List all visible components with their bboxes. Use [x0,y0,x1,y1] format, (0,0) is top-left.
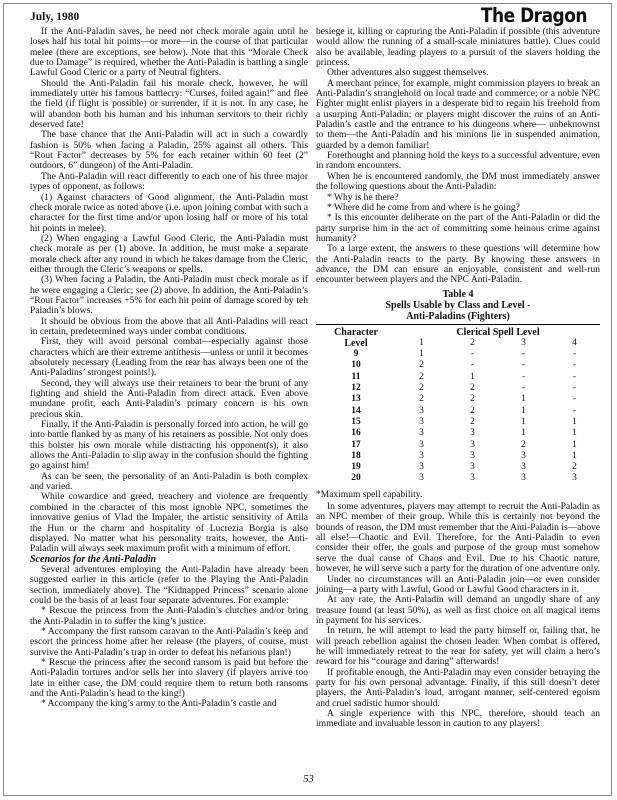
right-column [316,27,600,730]
paragraph: If the Anti-Paladin saves, he need not check morale again until he loses half his total hit points—or more—in the course of that particular melee (there are exceptions, see below). Note that this “Morale Check due to Damage” is required, whether the Anti-Paladin is battling a single Lawful Good Cleric or a party of Neutral fighters. [30,26,308,79]
character-level: 10 [351,360,361,371]
spell-count-cell: 1 [470,371,475,382]
right-column-bottom-text [316,502,600,730]
table-row [316,473,600,484]
spell-count-cell: - [572,360,577,371]
character-level: 16 [351,428,361,439]
spell-count-cell: - [470,349,475,360]
paragraph: First, they will avoid personal combat—especially against those characters which are their extreme antithesis—unless or until it becomes absolutely necessary (Leading from the rear has always been one of the Anti-Paladins’ strongest points!). [30,336,308,379]
paragraph: Forethought and planning hold the keys to a successful adventure, even in random encounters. [316,150,600,172]
paragraph: A single experience with this NPC, therefore, should teach an immediate and invaluable lesson in caution to any players! [316,707,600,730]
spell-count-cell: 3 [419,416,424,427]
table-title-line-1: Spells Usable by Class and Level - [385,299,531,311]
right-column-top-text [316,27,600,286]
page-number: 53 [303,774,314,785]
paragraph: (1) Against characters of Good alignment, the Anti-Paladin must check morale twice as noted above (i.e. upon joining combat with such a character for the first time and/or upon losing half or more of his total hit points in melee). [30,191,308,234]
table-row [316,406,600,417]
spell-count-cell: 1 [572,450,577,461]
paragraph: Finally, if the Anti-Paladin is personally forced into action, he will go into battle flanked by as many of his retainers as possible. Not only does this bolster his own morale while distracting his opponent(s), it also allows the Anti-Paladin to slip away in the confusion should the fighting go against him! [30,419,308,472]
paragraph: It should be obvious from the above that all Anti-Paladins will react in certain, predetermined ways under combat conditions. [30,315,308,337]
spell-count-cell: - [521,360,526,371]
spell-count-cell: - [470,360,475,371]
table-row [316,360,600,371]
paragraph: * Why is he there? [327,191,399,203]
spell-count-cell: - [521,349,526,360]
magazine-logo: The Dragon [480,4,587,28]
spell-count-cell: 2 [521,439,526,450]
character-level: 11 [351,371,361,382]
spell-count-cell: 1 [419,349,424,360]
paragraph: Second, they will always use their retainers to bear the brunt of any fighting and shield the Anti-Paladin from direct attack. Even above mundane profit, each Anti-Paladin’s primary concern is his own precious skin. [30,377,308,420]
header-level: Level [344,337,368,349]
table-footnote: *Maximum spell capability. [316,489,423,500]
spell-count-cell: 1 [572,416,577,427]
spell-count-cell: 2 [470,383,475,394]
character-level: 17 [351,439,361,450]
spell-count-cell: 3 [419,439,424,450]
spell-count-cell: - [572,394,577,405]
header-clerical-spell-level: Clerical Spell Level [456,326,540,338]
spell-count-cell: 3 [572,473,577,484]
header-spell-level-3: 3 [521,337,526,348]
table-number: Table 4 [442,288,474,300]
header-character: Character [334,326,378,338]
table-row [316,440,600,451]
paragraph: When he is encountered randomly, the DM must immediately answer the following questions about the Anti-Paladin: [316,170,600,193]
spell-count-cell: - [572,349,577,360]
spell-count-cell: 2 [470,394,475,405]
paragraph: Several adventures employing the Anti-Paladin have already been suggested earlier in this article (refer to the Playing the Anti-Paladin section, immediately above). The “Kidnapped Princess” scenario alone could be the basis of at least four separate adventures. For example: [30,563,308,606]
paragraph: * Rescue the princess after the second ransom is paid but before the Anti-Paladin tortures and/or sells her into slavery (if players arrive too late in either case, the DM could require them to return both ransoms and the Anti-Paladin’s head to the king!) [30,656,308,699]
left-column [30,27,308,710]
spell-count-cell: 2 [419,371,424,382]
paragraph: * Accompany the king’s army to the Anti-Paladin’s castle and [41,698,277,710]
spell-count-cell: 3 [521,450,526,461]
paragraph: As can be seen, the personality of an Anti-Paladin is both complex and varied. [30,470,308,493]
spell-count-cell: 2 [419,360,424,371]
spell-count-cell: - [572,371,577,382]
paragraph: * Where did he come from and where is he going? [327,201,520,213]
paragraph: The Anti-Paladin will react differently to each one of his three major types of opponent, as follows: [30,170,308,193]
paragraph: Should the Anti-Paladin fail his morale check, however, he will immediately utter his famous battlecry: “Curses, foiled again!” and flee the field (if flight is possible) or surrender, if it is not. In any case, he will abandon both his human and his inhuman servitors to their richly deserved fate! [30,77,308,131]
character-level: 18 [351,450,361,461]
paragraph: At any rate, the Anti-Paladin will demand an ungodly share of any treasure found (at least 50%), as well as first choice on all magical items in payment for his services. [316,594,600,626]
header-spell-level-4: 4 [572,337,577,348]
spell-count-cell: 3 [419,428,424,439]
section-heading: Scenarios for the Anti-Paladin [30,553,157,565]
paragraph: The base chance that the Anti-Paladin will act in such a cowardly fashion is 50% when facing a Paladin, 25% against all others. This “Rout Factor” decreases by 5% for each retainer within 60 feet (2” outdoors, 6” dungeon) of the Anti-Paladin. [30,129,308,172]
spell-count-cell: 1 [521,428,526,439]
paragraph: besiege it, killing or capturing the Anti-Paladin if possible (this adventure would allow the running of a small-scale miniatures battle). Clues could also be available, leading players to a pursuit of the slavers holding the princess. [316,26,600,69]
table-row [316,349,600,360]
spell-count-cell: - [521,383,526,394]
spell-count-cell: 3 [470,428,475,439]
spell-count-cell: 3 [470,439,475,450]
spell-count-cell: 1 [572,428,577,439]
spell-count-cell: 3 [419,405,424,416]
character-level: 12 [351,383,361,394]
table-row [316,417,600,428]
spell-count-cell: 3 [521,473,526,484]
table-row [316,462,600,473]
table-title-line-2: Anti-Paladins (Fighters) [406,310,510,322]
spell-table-grid [316,327,600,485]
spell-count-cell: 3 [521,462,526,473]
paragraph: * Is this encounter deliberate on the part of the Anti-Paladin or did the party surprise him in the act of committing some heinous crime against humanity? [316,212,600,244]
spell-count-cell: 2 [419,383,424,394]
paragraph: Under no circumstances will an Anti-Paladin join—or even consider joining—a party with Lawful, Good or Lawful Good characters in it. [316,573,600,595]
spell-count-cell: 3 [470,462,475,473]
spell-count-cell: 1 [521,416,526,427]
table-row [316,394,600,405]
paragraph: A merchant prince, for example, might commission players to break an Anti-Paladin’s stranglehold on local trade and commerce; or a noble NPC Fighter might enlist players in a desperate bid to regain his freehold from a usurping Anti-Paladin; or players might discover the ruins of an Anti-Paladin’s castle and the entrance to his dungeons where— unbeknownst to them—the Anti-Paladin and his minions lie in suspended animation, guarded by a demon familiar! [316,77,600,151]
character-level: 15 [351,416,361,427]
header-spell-level-1: 1 [419,337,424,348]
spell-count-cell: 3 [419,462,424,473]
character-level: 20 [351,473,361,484]
paragraph: (3) When facing a Paladin, the Anti-Paladin must check morale as if he were engaging a Cleric; see (2) above. In addition, the Anti-Paladin’s “Rout Factor” increases +5% for each hit point of damage scored by teh Paladin’s blows. [30,274,308,317]
spell-count-cell: 2 [470,405,475,416]
character-level: 13 [351,394,361,405]
paragraph: To a large extent, the answers to these questions will determine how the Anti-Paladin reacts to the party. By knowing these answers in advance, the DM can ensure an enjoyable, consistent and well-run encounter between players and the NPC Anti-Paladin. [316,243,600,286]
paragraph: While cowardice and greed, treachery and violence are frequently combined in the character of this most ignoble NPC, sometimes the innovative genius of Vlad the Impaler, the artistic sensitivity of Attila the Hun or the charm and hospitality of Lucrezia Borgia is also displayed. No matter what his personality traits, however, the Anti-Paladin will always seek maximum profit with a minimum of effort. [30,491,308,555]
spell-count-cell: 3 [470,450,475,461]
spell-count-cell: 3 [470,473,475,484]
table-row [316,451,600,462]
spell-count-cell: 3 [419,450,424,461]
character-level: 9 [353,349,359,360]
spell-count-cell: 1 [521,394,526,405]
spell-count-cell: 1 [572,439,577,450]
spell-count-cell: 3 [419,473,424,484]
paragraph: In return, he will attempt to lead the party himself or, failing that, he will preach rebellion against the chosen leader. When combat is offered, he will immediately retreat to the rear for safety, yet will claim a hero’s reward for his “courage and daring” afterwards! [316,625,600,668]
paragraph: * Accompany the first ransom caravan to the Anti-Paladin’s keep and escort the princess home after her release (the players, of course, must survive the Anti-Paladin’s trap in order to defeat his nefarious plan!) [30,625,308,658]
spell-count-cell: - [572,383,577,394]
table-row [316,428,600,439]
character-level: 19 [351,462,361,473]
paragraph: * Rescue the princess from the Anti-Paladin’s clutches and/or bring the Anti-Paladin in to suffer the king’s justice. [30,605,308,627]
spell-count-cell: - [572,405,577,416]
spell-count-cell: 2 [470,416,475,427]
issue-date: July, 1980 [30,11,80,23]
character-level: 14 [351,405,361,416]
header-spell-level-2: 2 [470,337,475,348]
paragraph: If profitable enough, the Anti-Paladin may even consider betraying the party for his own personal advantage. Finally, if this still doesn’t deter players, the Anti-Paladin’s loud, arrogant manner, self-centered egoism and cruel sadistic humor should. [316,666,600,709]
table-row [316,372,600,383]
paragraph: Other adventures also suggest themselves. [327,67,489,79]
paragraph: (2) When engaging a Lawful Good Cleric, the Anti-Paladin must check morale as per (1) above. In addition, he must make a separate morale check after any round in which he takes damage from the Cleric, either through the Cleric’s weapons or spells. [30,232,308,275]
paragraph: In some adventures, players may attempt to recruit the Anti-Paladin as an NPC member of their group. While this is certainly not beyond the bounds of reason, the DM must remember that the Anti-Paladin is—above all else!—Chaotic and Evil. Therefore, for the Anti-Paladin to even consider their offer, the goals and purpose of the group must somehow serve the dual cause of Chaos and Evil. Due to his Chaotic nature, however, he will serve such a party for the duration of one adventure only. [316,501,600,575]
table-rule [316,324,600,325]
spell-count-cell: 2 [419,394,424,405]
table-row [316,383,600,394]
spell-table [316,289,600,501]
spell-count-cell: 1 [521,405,526,416]
spell-count-cell: - [521,371,526,382]
spell-count-cell: 2 [572,462,577,473]
